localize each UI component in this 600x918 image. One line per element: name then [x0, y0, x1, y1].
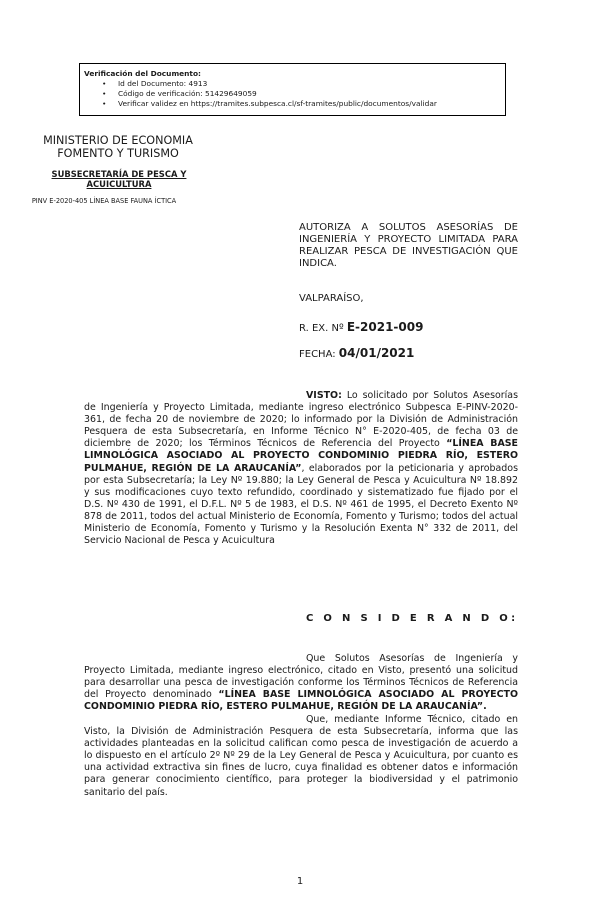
pinv-reference: PINV E-2020-405 LÍNEA BASE FAUNA ÍCTICA	[31, 197, 177, 205]
resolution-place: VALPARAÍSO,	[299, 293, 364, 304]
considerando-paragraph-1	[84, 653, 518, 713]
fecha-label: FECHA:	[299, 349, 336, 360]
ministry-line1: MINISTERIO DE ECONOMIA	[43, 134, 193, 147]
rex-value: E-2021-009	[346, 320, 424, 334]
considerando-p1-project: “LÍNEA BASE LIMNOLÓGICA ASOCIADO AL PROYECTO CONDOMINIO PIEDRA RÍO, ESTERO PULMAHUE, REGIÓN DE LA ARAUCANÍA”.	[84, 689, 518, 713]
resolution-date	[299, 346, 414, 362]
verification-list	[84, 79, 505, 109]
rex-label: R. EX. Nº	[299, 323, 344, 334]
subsecretaria-heading: SUBSECRETARÍA DE PESCA Y ACUICULTURA	[51, 169, 187, 189]
verification-title: Verificación del Documento:	[84, 69, 201, 78]
considerando-p1-text: Que Solutos Asesorías de Ingeniería y Proyecto Limitada, mediante ingreso electrónico, citado en Visto, presentó una solicitud para desarrollar una pesca de investigación conforme los Términos Técnicos de Referencia del Proyecto denominado	[84, 653, 518, 701]
verification-box	[79, 63, 506, 116]
visto-label: VISTO:	[306, 390, 342, 401]
resolution-number	[299, 320, 423, 336]
ministry-heading	[26, 134, 210, 160]
resolution-subject: AUTORIZA A SOLUTOS ASESORÍAS DE INGENIERÍA Y PROYECTO LIMITADA PARA REALIZAR PESCA DE INVESTIGACIÓN QUE INDICA.	[299, 222, 518, 269]
verification-doc-id: • Id del Documento: 4913	[102, 79, 505, 89]
visto-text-b: , elaborados por la peticionaria y aprobados por esta Subsecretaría; la Ley Nº 19.880; la Ley General de Pesca y Acuicultura Nº 18.892 y sus modificaciones cuyo texto refundido, coordinado y sistematizado fue fijado por el D.S. Nº 430 de 1991, el D.F.L. Nº 5 de 1983, el D.S. Nº 461 de 1995, el Decreto Exento Nº 878 de 2011, todos del actual Ministerio de Economía, Fomento y Turismo; todos del actual Ministerio de Economía, Fomento y Turismo y la Resolución Exenta N° 332 de 2011, del Servicio Nacional de Pesca y Acuicultura	[84, 462, 518, 547]
fecha-value: 04/01/2021	[338, 346, 415, 360]
considerando-paragraph-2: Que, mediante Informe Técnico, citado en Visto, la División de Administración Pesquera de esta Subsecretaría, informa que las actividades planteadas en la solicitud califican como pesca de investigación de acuerdo a lo dispuesto en el artículo 2º Nº 29 de la Ley General de Pesca y Acuicultura, por cuanto es una actividad extractiva sin fines de lucro, cuya finalidad es obtener datos e información para generar conocimiento científico, para proteger la biodiversidad y el patrimonio sanitario del país.	[84, 714, 518, 798]
ministry-line2: FOMENTO Y TURISMO	[57, 147, 179, 160]
considerando-heading: C O N S I D E R A N D O:	[306, 613, 519, 624]
page-number: 1	[296, 876, 304, 887]
verification-code: • Código de verificación: 51429649059	[102, 89, 505, 99]
verification-url[interactable]: • Verificar validez en https://tramites.subpesca.cl/sf-tramites/public/documentos/validar	[102, 99, 505, 109]
visto-project-name: “LÍNEA BASE LIMNOLÓGICA ASOCIADO AL PROYECTO CONDOMINIO PIEDRA RÍO, ESTERO PULMAHUE, REGIÓN DE LA ARAUCANÍA”	[84, 438, 518, 474]
visto-paragraph	[84, 390, 518, 547]
visto-text-a: Lo solicitado por Solutos Asesorías de Ingeniería y Proyecto Limitada, mediante ingreso electrónico Subpesca E-PINV-2020-361, de fecha 20 de noviembre de 2020; lo informado por la División de Administración Pesquera de esta Subsecretaría, en Informe Técnico N° E-2020-405, de fecha 03 de diciembre de 2020; los Términos Técnicos de Referencia del Proyecto	[84, 390, 518, 450]
